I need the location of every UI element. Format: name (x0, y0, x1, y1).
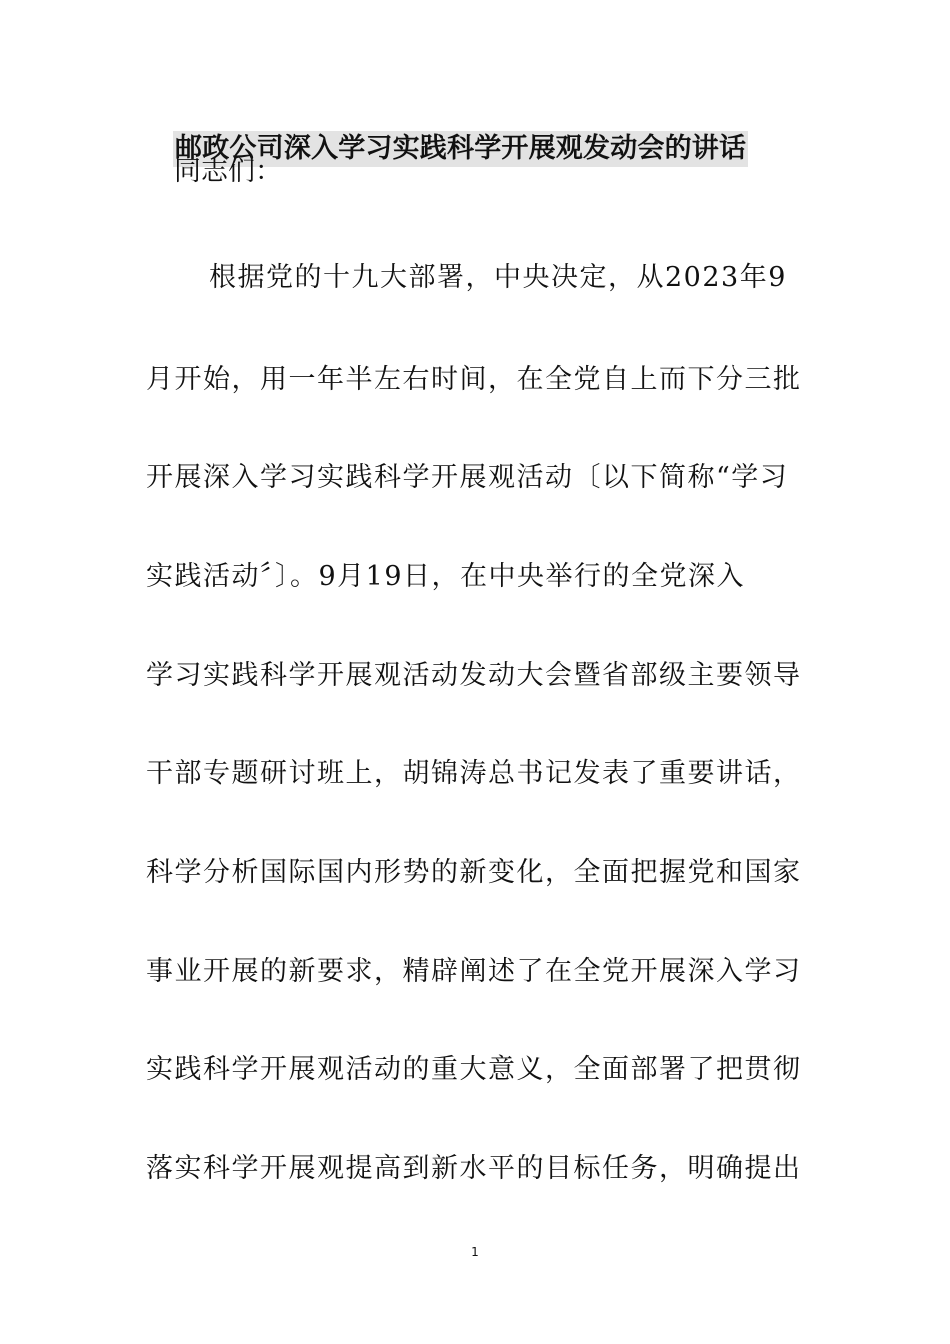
document-title: 邮政公司深入学习实践科学开展观发动会的讲话 (173, 131, 748, 167)
body-line: 实践科学开展观活动的重大意义，全面部署了把贯彻 (146, 1054, 802, 1085)
body-line: 实践活动〞〕。9月19日，在中央举行的全党深入 (146, 561, 746, 592)
body-line: 月开始，用一年半左右时间，在全党自上而下分三批 (146, 364, 802, 395)
body-line: 学习实践科学开展观活动发动大会暨省部级主要领导 (146, 660, 802, 691)
body-line: 根据党的十九大部署，中央决定，从2023年9 (209, 262, 787, 293)
body-line: 干部专题研讨班上，胡锦涛总书记发表了重要讲话， (146, 758, 802, 789)
body-line: 事业开展的新要求，精辟阐述了在全党开展深入学习 (146, 956, 802, 987)
salutation: 同志们： (174, 156, 282, 187)
page-number: 1 (471, 1245, 479, 1259)
body-line: 开展深入学习实践科学开展观活动〔以下简称“学习 (146, 462, 789, 493)
body-line: 落实科学开展观提高到新水平的目标任务，明确提出 (146, 1153, 802, 1184)
body-line: 科学分析国际国内形势的新变化，全面把握党和国家 (146, 857, 802, 888)
